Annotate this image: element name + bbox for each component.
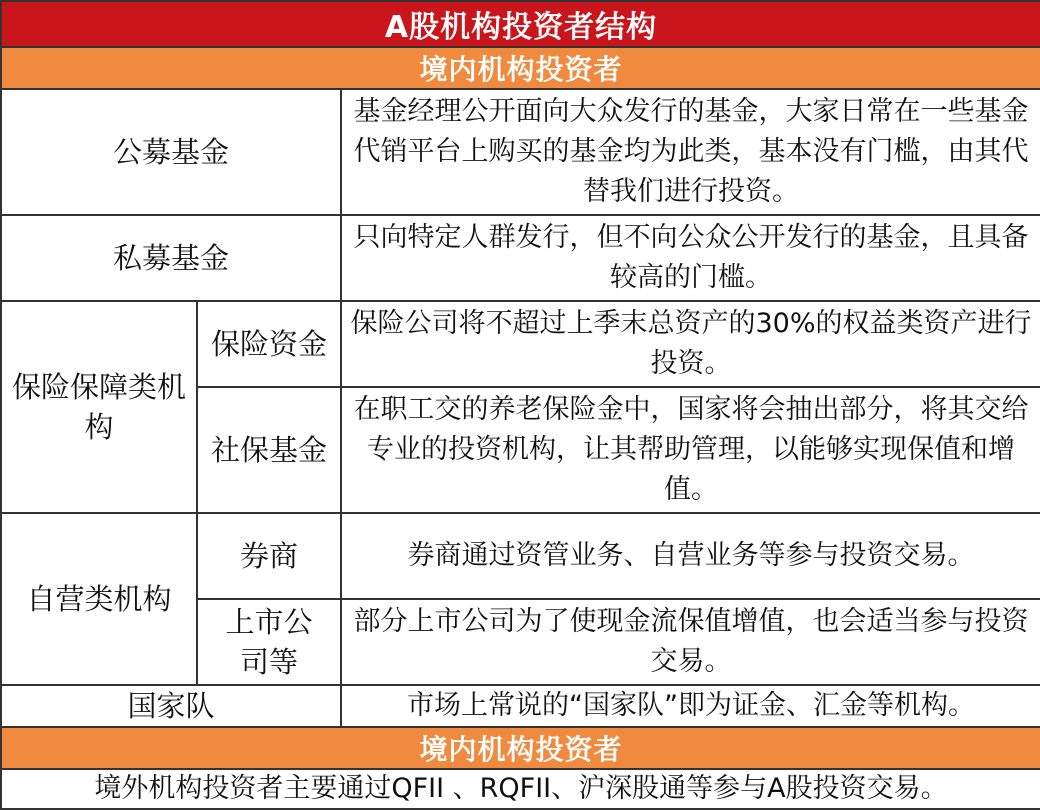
title-row [1,1,1040,47]
brokers-label: 券商 [197,513,341,599]
insurance-funds-label: 保险资金 [197,301,341,387]
section-domestic-header: 境内机构投资者 [1,47,1040,89]
public-fund-desc: 基金经理公开面向大众发行的基金，大家日常在一些基金代销平台上购买的基金均为此类，基本没有门槛，由其代替我们进行投资。 [341,89,1040,215]
social-security-desc: 在职工交的养老保险金中，国家将会抽出部分，将其交给专业的投资机构，让其帮助管理，以能够实现保值和增值。 [341,387,1040,513]
private-fund-label: 私募基金 [1,215,341,301]
table-row [1,769,1040,809]
table-row [1,301,1040,387]
foreign-investors-desc: 境外机构投资者主要通过QFII 、RQFII、沪深股通等参与A股投资交易。 [1,769,1040,809]
social-security-label: 社保基金 [197,387,341,513]
table-title: A股机构投资者结构 [1,1,1040,47]
table-row [1,685,1040,727]
national-team-label: 国家队 [1,685,341,727]
listed-companies-desc: 部分上市公司为了使现金流保值增值，也会适当参与投资交易。 [341,599,1040,685]
table-row [1,89,1040,215]
insurance-funds-desc: 保险公司将不超过上季末总资产的30%的权益类资产进行投资。 [341,301,1040,387]
insurance-group-label: 保险保障类机构 [1,301,197,513]
proprietary-group-label: 自营类机构 [1,513,197,685]
public-fund-label: 公募基金 [1,89,341,215]
national-team-desc: 市场上常说的“国家队”即为证金、汇金等机构。 [341,685,1040,727]
section-foreign-header: 境内机构投资者 [1,727,1040,769]
section-header-row [1,47,1040,89]
table-row [1,513,1040,599]
brokers-desc: 券商通过资管业务、自营业务等参与投资交易。 [341,513,1040,599]
listed-companies-label: 上市公司等 [197,599,341,685]
private-fund-desc: 只向特定人群发行，但不向公众公开发行的基金，且具备较高的门槛。 [341,215,1040,301]
table-row [1,215,1040,301]
section-header-row [1,727,1040,769]
